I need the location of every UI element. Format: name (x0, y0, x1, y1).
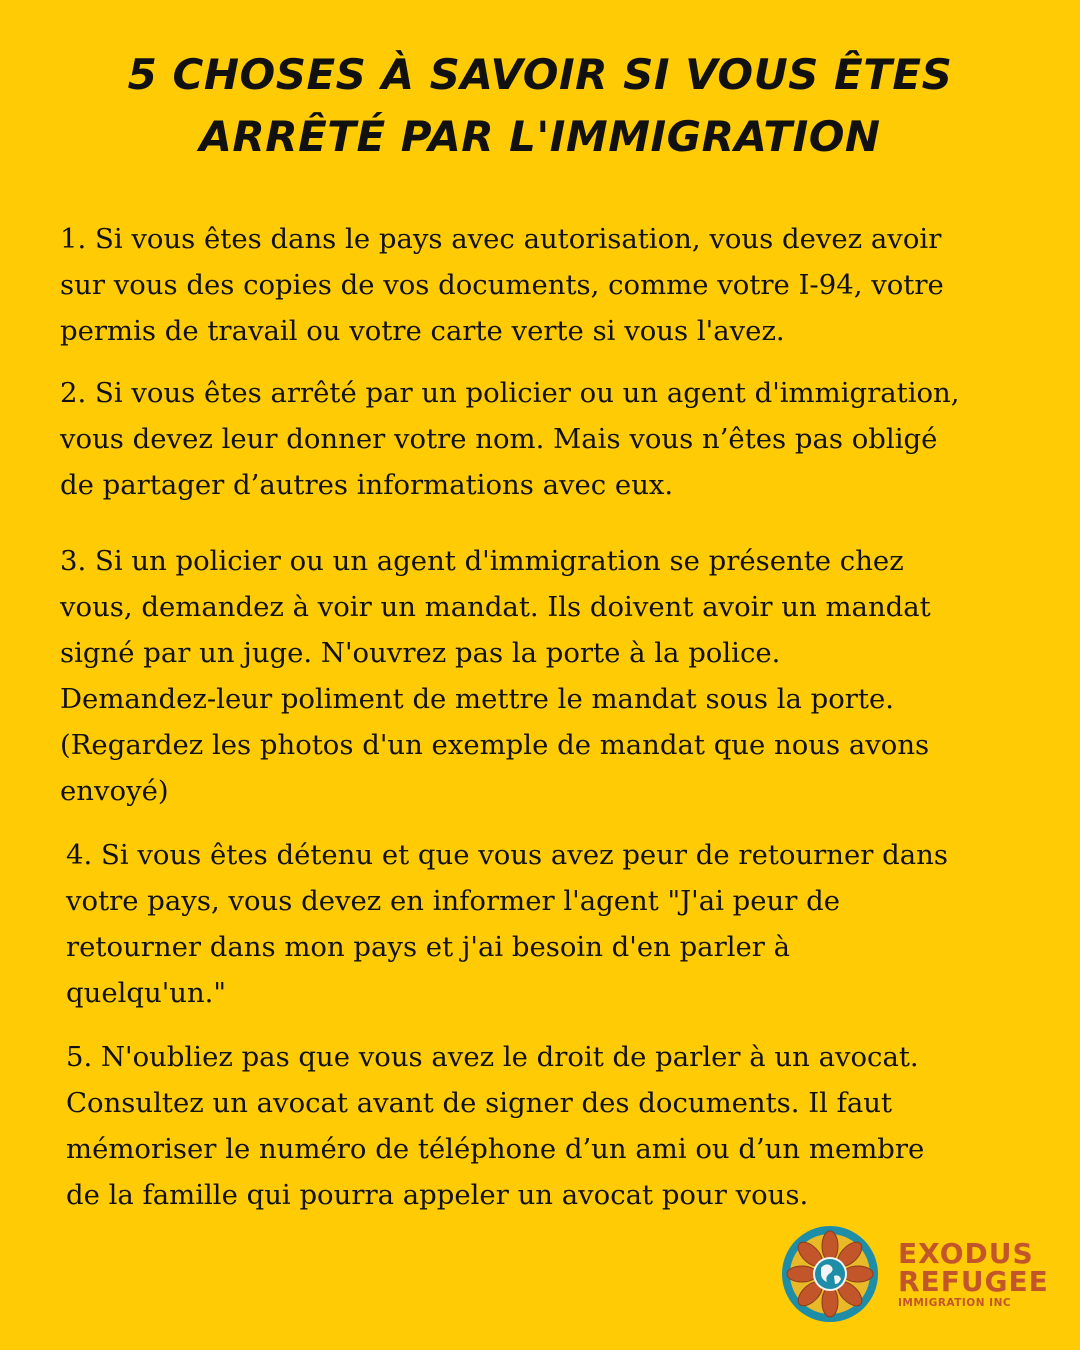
tip-3 (60, 538, 931, 814)
tip-1-line: permis de travail ou votre carte verte si vous l'avez. (60, 315, 785, 347)
title-line-1: 5 CHOSES À SAVOIR SI VOUS ÊTES (127, 50, 953, 99)
brand-line-2: REFUGEE (898, 1265, 1049, 1298)
tip-2-line: vous devez leur donner votre nom. Mais vous n’êtes pas obligé (60, 423, 938, 455)
tip-1 (60, 216, 944, 354)
tip-1-line: sur vous des copies de vos documents, comme votre I-94, votre (60, 269, 944, 301)
tip-2-line: de partager d’autres informations avec eux. (60, 469, 674, 501)
tip-5-line: 5. N'oubliez pas que vous avez le droit de parler à un avocat. (66, 1041, 919, 1073)
tip-3-line: (Regardez les photos d'un exemple de mandat que nous avons (60, 729, 930, 761)
tip-5-line: de la famille qui pourra appeler un avocat pour vous. (66, 1179, 809, 1211)
brand-line-3: IMMIGRATION INC (898, 1297, 1012, 1309)
tip-5-line: mémoriser le numéro de téléphone d’un ami ou d’un membre (66, 1133, 925, 1165)
title-line-2: ARRÊTÉ PAR L'IMMIGRATION (199, 112, 881, 161)
tip-3-line: signé par un juge. N'ouvrez pas la porte à la police. (60, 637, 781, 669)
globe-lotus-icon (780, 1224, 880, 1324)
tip-4-line: retourner dans mon pays et j'ai besoin d'en parler à (66, 931, 791, 963)
tip-4-line: votre pays, vous devez en informer l'agent "J'ai peur de (66, 885, 841, 917)
tip-2 (60, 370, 960, 508)
brand-name (898, 1237, 1049, 1310)
tip-5 (66, 1034, 924, 1218)
tip-4 (66, 832, 948, 1016)
organization-logo (780, 1224, 1049, 1324)
page-title (0, 44, 1080, 168)
tip-4-line: quelqu'un." (66, 977, 227, 1009)
tip-3-line: Demandez-leur poliment de mettre le mandat sous la porte. (60, 683, 894, 715)
tip-1-line: 1. Si vous êtes dans le pays avec autorisation, vous devez avoir (60, 223, 942, 255)
tip-5-line: Consultez un avocat avant de signer des documents. Il faut (66, 1087, 893, 1119)
tip-3-line: 3. Si un policier ou un agent d'immigration se présente chez (60, 545, 904, 577)
tip-4-line: 4. Si vous êtes détenu et que vous avez peur de retourner dans (66, 839, 949, 871)
tip-3-line: vous, demandez à voir un mandat. Ils doivent avoir un mandat (60, 591, 931, 623)
brand-line-1: EXODUS (898, 1237, 1034, 1270)
tip-3-line: envoyé) (60, 775, 169, 807)
tip-2-line: 2. Si vous êtes arrêté par un policier ou un agent d'immigration, (60, 377, 960, 409)
